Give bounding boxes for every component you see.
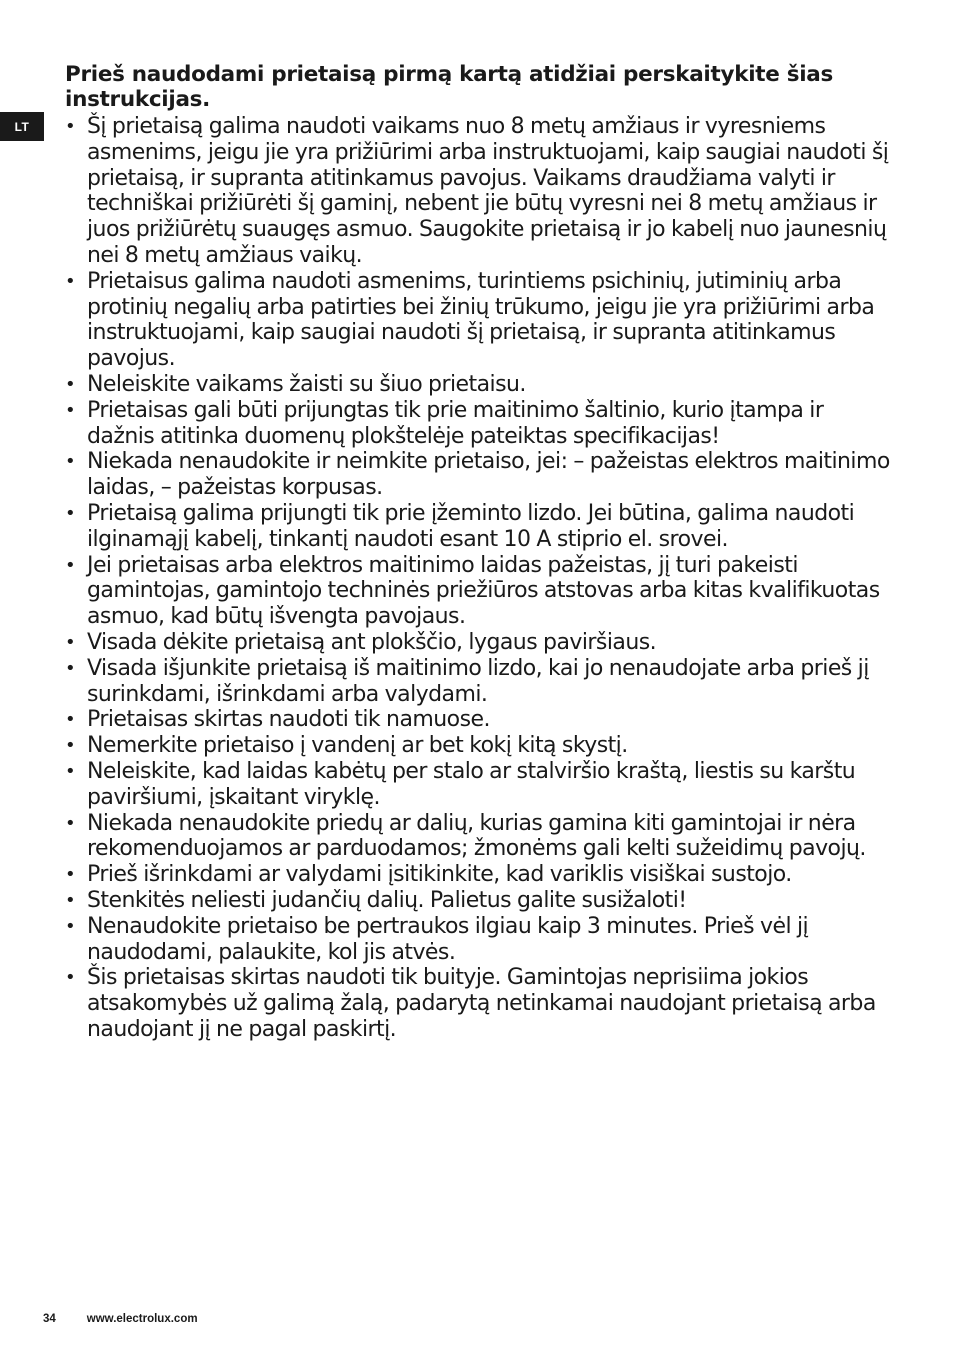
bullet-icon: •: [65, 657, 76, 679]
list-item: [65, 398, 895, 450]
list-item-text: Niekada nenaudokite ir neimkite prietaiso, jei: – pažeistas elektros maitinimo laidas, – pažeistas korpusas.: [87, 449, 890, 501]
list-item-text: Neleiskite vaikams žaisti su šiuo prietaisu.: [87, 371, 526, 397]
list-item: [65, 707, 895, 733]
bullet-icon: •: [65, 502, 76, 524]
bullet-icon: •: [65, 399, 76, 421]
website-link[interactable]: www.electrolux.com: [86, 1313, 198, 1325]
list-item: [65, 759, 895, 811]
bullet-icon: •: [65, 373, 76, 395]
list-item-text: Stenkitės neliesti judančių dalių. Palietus galite susižaloti!: [87, 887, 687, 913]
safety-instructions: [65, 62, 895, 1043]
list-item-text: Šį prietaisą galima naudoti vaikams nuo 8 metų amžiaus ir vyresniems asmenims, jeigu jie yra prižiūrimi arba instruktuojami, kaip saugiai naudoti šį prietaisą, ir supranta atitinkamus pavojus. Vaikams draudžiama valyti ir techniškai prižiūrėti šį gaminį, nebent jie būtų vyresni nei 8 metų amžiaus ir juos prižiūrėtų suaugęs asmuo. Saugokite prietaisą ir jo kabelį nuo jaunesnių nei 8 metų amžiaus vaikų.: [87, 114, 889, 268]
bullet-icon: •: [65, 735, 76, 757]
list-item: [65, 630, 895, 656]
list-item-text: Visada dėkite prietaisą ant plokščio, lygaus paviršiaus.: [87, 629, 657, 655]
bullet-icon: •: [65, 116, 76, 137]
list-item: [65, 449, 895, 501]
bullet-icon: •: [65, 967, 76, 989]
language-tab: LT: [0, 112, 44, 141]
list-item-text: Visada išjunkite prietaisą iš maitinimo lizdo, kai jo nenaudojate arba prieš jį surinkdami, išrinkdami arba valydami.: [87, 655, 869, 707]
list-item-text: Prietaisą galima prijungti tik prie įžeminto lizdo. Jei būtina, galima naudoti ilginamąjį kabelį, tinkantį naudoti esant 10 A stiprio el. srovei.: [87, 500, 855, 552]
list-item: [65, 372, 895, 398]
list-item: [65, 888, 895, 914]
bullet-icon: •: [65, 864, 76, 886]
bullet-icon: •: [65, 915, 76, 937]
list-item-text: Prietaisas skirtas naudoti tik namuose.: [87, 707, 490, 733]
list-item: [65, 656, 895, 708]
bullet-icon: •: [65, 812, 76, 834]
bullet-icon: •: [65, 451, 76, 473]
list-item-text: Niekada nenaudokite priedų ar dalių, kurias gamina kiti gamintojai ir nėra rekomenduojamos ar parduodamos; žmonėms gali kelti sužeidimų pavojų.: [87, 810, 866, 862]
safety-list: [65, 114, 895, 1043]
list-item: [65, 553, 895, 630]
list-item: [65, 965, 895, 1042]
list-item-text: Neleiskite, kad laidas kabėtų per stalo ar stalviršio kraštą, liestis su karštu paviršiumi, įskaitant viryklę.: [87, 758, 856, 810]
list-item: [65, 269, 895, 372]
page-number: 34: [43, 1313, 56, 1325]
list-item: [65, 501, 895, 553]
list-item: [65, 914, 895, 966]
bullet-icon: •: [65, 270, 76, 292]
list-item-text: Šis prietaisas skirtas naudoti tik buityje. Gamintojas neprisiima jokios atsakomybės už galimą žalą, padarytą netinkamai naudojant prietaisą arba naudojant jį ne pagal paskirtį.: [87, 965, 876, 1042]
list-item: [65, 733, 895, 759]
bullet-icon: •: [65, 631, 76, 653]
page-footer: [43, 1313, 198, 1325]
list-item: [65, 862, 895, 888]
list-item: [65, 811, 895, 863]
list-item-text: Nemerkite prietaiso į vandenį ar bet kokį kitą skystį.: [87, 733, 628, 759]
list-item-text: Nenaudokite prietaiso be pertraukos ilgiau kaip 3 minutes. Prieš vėl jį naudodami, palaukite, kol jis atvės.: [87, 913, 809, 965]
list-item-text: Jei prietaisas arba elektros maitinimo laidas pažeistas, jį turi pakeisti gamintojas, gamintojo techninės priežiūros atstovas arba kitas kvalifikuotas asmuo, kad būtų išvengta pavojaus.: [87, 552, 880, 630]
bullet-icon: •: [65, 760, 76, 782]
list-item-text: Prietaisas gali būti prijungtas tik prie maitinimo šaltinio, kurio įtampa ir dažnis atitinka duomenų plokštelėje pateiktas specifikacijas!: [87, 397, 824, 449]
list-item: [65, 114, 895, 269]
section-heading: Prieš naudodami prietaisą pirmą kartą atidžiai perskaitykite šias instrukcijas.: [65, 62, 833, 112]
bullet-icon: •: [65, 889, 76, 911]
list-item-text: Prietaisus galima naudoti asmenims, turintiems psichinių, jutiminių arba protinių negalių arba patirties bei žinių trūkumo, jeigu jie yra prižiūrimi arba instruktuojami, kaip saugiai naudoti šį prietaisą, ir supranta atitinkamus pavojus.: [87, 268, 875, 372]
list-item-text: Prieš išrinkdami ar valydami įsitikinkite, kad variklis visiškai sustojo.: [87, 862, 792, 888]
bullet-icon: •: [65, 709, 76, 731]
bullet-icon: •: [65, 554, 76, 576]
